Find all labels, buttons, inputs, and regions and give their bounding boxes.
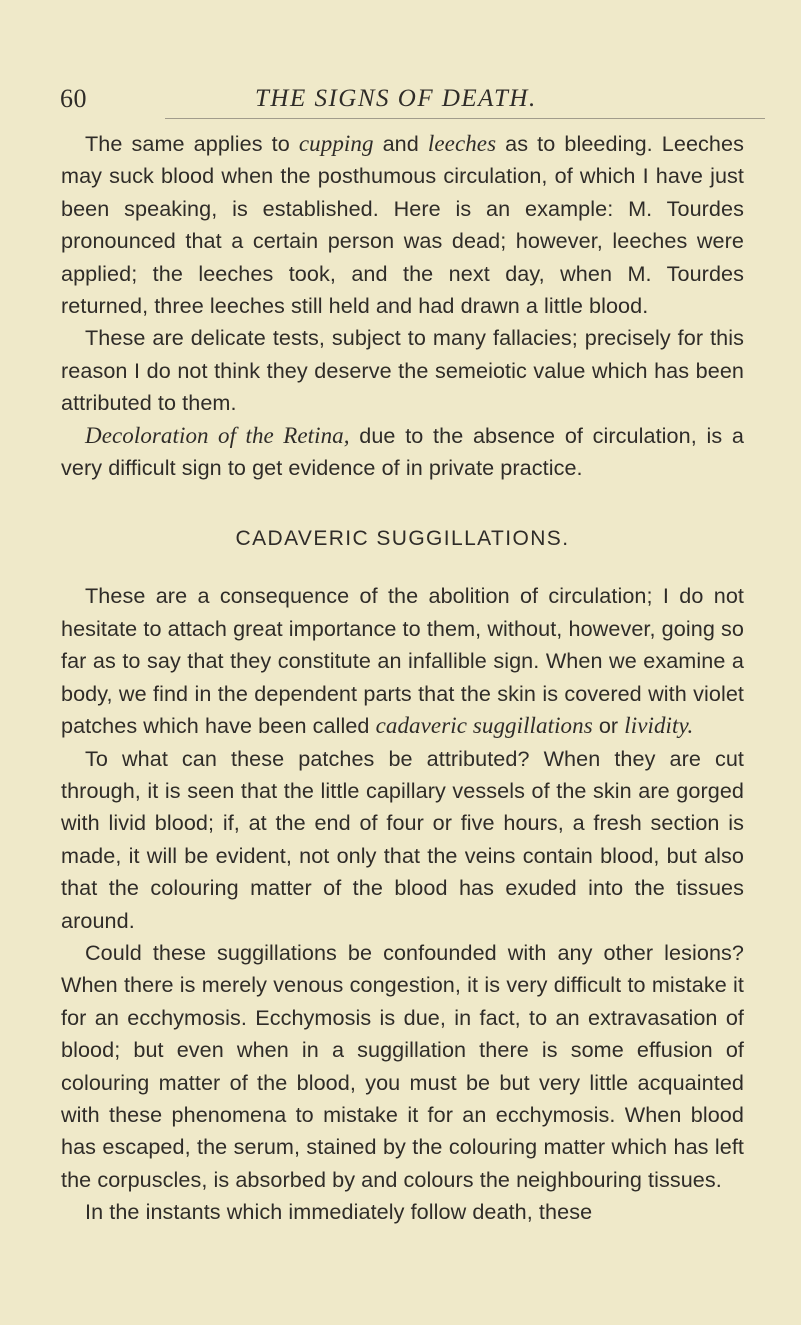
running-title: THE SIGNS OF DEATH.	[255, 85, 537, 112]
paragraph-confounded: Could these suggillations be confounded with any other lesions? When there is merely venous congestion, it is very difficult to mistake it for an ecchymosis. Ecchymosis is due, in fact, to an extravasation of blood; but even when in a suggillation there is some effusion of colouring matter of the blood, you must be but very little acquainted with these phenomena to mistake it for an ecchymosis. When blood has escaped, the serum, stained by the colouring matter which has left the corpuscles, is absorbed by and colours the neighbouring tissues.	[61, 939, 744, 1192]
body-text	[61, 128, 744, 1229]
italic-term: leeches	[427, 131, 497, 156]
page-number: 60	[60, 84, 87, 113]
text-run: as to bleeding. Leeches may suck blood when the posthumous circulation, of which I have just been speaking, is established. Here is an example: M. Tourdes pronounced that a certain person was dead; however, leeches were applied; the leeches took, and the next day, when M. Tourdes returned, three leeches still held and had drawn a little blood.	[61, 131, 744, 319]
text-run: These are a consequence of the abolition of circulation; I do not hesitate to attach great importance to them, without, however, going so far as to say that they constitute an infallible sign. When we examine a body, we find in the dependent parts that the skin is covered with violet patches which have been called	[61, 583, 744, 739]
paragraph-attribution: To what can these patches be attributed? When they are cut through, it is seen that the little capillary vessels of the skin are gorged with livid blood; if, at the end of four or five hours, a fresh section is made, it will be evident, not only that the veins contain blood, but also that the colouring matter of the blood has exuded into the tissues around.	[61, 745, 744, 933]
paragraph-suggillations-intro	[61, 580, 744, 742]
italic-term: cupping	[298, 131, 374, 156]
header-rule	[165, 118, 765, 119]
running-head	[60, 74, 740, 114]
italic-term: lividity.	[624, 713, 694, 739]
text-run: and	[373, 131, 428, 156]
paragraph-instants: In the instants which immediately follow death, these	[85, 1199, 593, 1225]
italic-term: cadaveric suggillations	[375, 713, 593, 739]
text-run: or	[592, 713, 625, 739]
section-heading: CADAVERIC SUGGILLATIONS.	[235, 527, 570, 551]
text-run: The same applies to	[85, 131, 299, 156]
paragraph-delicate-tests: These are delicate tests, subject to many fallacies; precisely for this reason I do not think they deserve the semeiotic value which has been attributed to them.	[61, 325, 744, 416]
text-run: due to the absence of circulation, is a very difficult sign to get evidence of in private practice.	[61, 422, 744, 481]
paragraph-cupping-leeches	[61, 128, 744, 322]
italic-term: Decoloration of the Retina,	[85, 422, 350, 448]
paragraph-retina	[61, 420, 744, 485]
